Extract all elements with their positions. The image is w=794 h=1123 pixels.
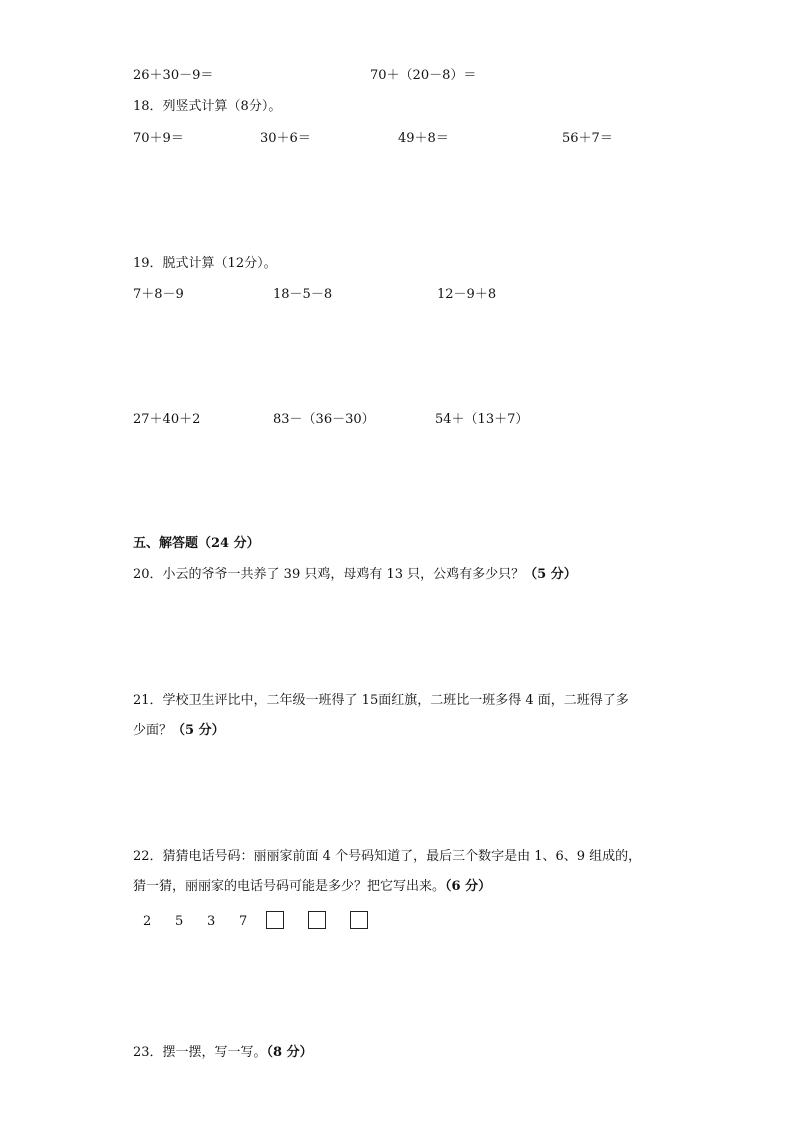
q19-expr-4: 27＋40＋2 bbox=[133, 412, 201, 427]
q18-item-2: 30＋6＝ bbox=[260, 131, 311, 146]
phone-digit-2: 5 bbox=[175, 914, 184, 929]
answer-box-3[interactable] bbox=[350, 911, 368, 929]
phone-digit-4: 7 bbox=[239, 914, 248, 929]
q17-expr-1: 26＋30－9＝ bbox=[133, 68, 214, 83]
q18-item-3: 49＋8＝ bbox=[398, 131, 449, 146]
q19-expr-6: 54＋（13＋7） bbox=[435, 412, 529, 427]
answer-box-2[interactable] bbox=[308, 911, 326, 929]
q19-expr-3: 12－9＋8 bbox=[437, 287, 497, 302]
section-5-heading: 五、解答题（24 分） bbox=[133, 536, 260, 551]
q23-question bbox=[133, 1045, 313, 1061]
q21-line-1: 21．学校卫生评比中，二年级一班得了 15面红旗，二班比一班多得 4 面，二班得了多 bbox=[133, 693, 629, 708]
q19-title: 19．脱式计算（12分）。 bbox=[133, 256, 277, 271]
q19-expr-2: 18－5－8 bbox=[273, 287, 333, 302]
q22-score: （6 分） bbox=[445, 879, 492, 894]
q17-expr-2: 70＋（20－8）＝ bbox=[370, 68, 477, 83]
q22-line-2 bbox=[133, 879, 491, 895]
q23-score: （8 分） bbox=[266, 1045, 313, 1060]
q21-score: （5 分） bbox=[172, 723, 225, 738]
q19-expr-5: 83－（36－30） bbox=[273, 412, 375, 427]
q22-line-1: 22．猜猜电话号码：丽丽家前面 4 个号码知道了，最后三个数字是由 1、6、9 组成的， bbox=[133, 849, 642, 864]
q21-text-end: 少面？ bbox=[133, 723, 173, 738]
q18-item-4: 56＋7＝ bbox=[562, 131, 613, 146]
q23-text: 23．摆一摆，写一写。 bbox=[133, 1045, 267, 1060]
q18-title: 18．列竖式计算（8分）。 bbox=[133, 99, 282, 114]
phone-digit-1: 2 bbox=[143, 914, 152, 929]
answer-box-1[interactable] bbox=[266, 911, 284, 929]
q21-line-2 bbox=[133, 723, 225, 739]
q20-text: 20．小云的爷爷一共养了 39 只鸡，母鸡有 13 只，公鸡有多少只？ bbox=[133, 567, 525, 582]
q22-text-end: 猜一猜，丽丽家的电话号码可能是多少？把它写出来。 bbox=[133, 879, 446, 894]
q20-question bbox=[133, 567, 577, 583]
q18-item-1: 70＋9＝ bbox=[133, 131, 184, 146]
q20-score: （5 分） bbox=[524, 567, 577, 582]
phone-digit-3: 3 bbox=[207, 914, 216, 929]
q19-expr-1: 7＋8－9 bbox=[133, 287, 184, 302]
